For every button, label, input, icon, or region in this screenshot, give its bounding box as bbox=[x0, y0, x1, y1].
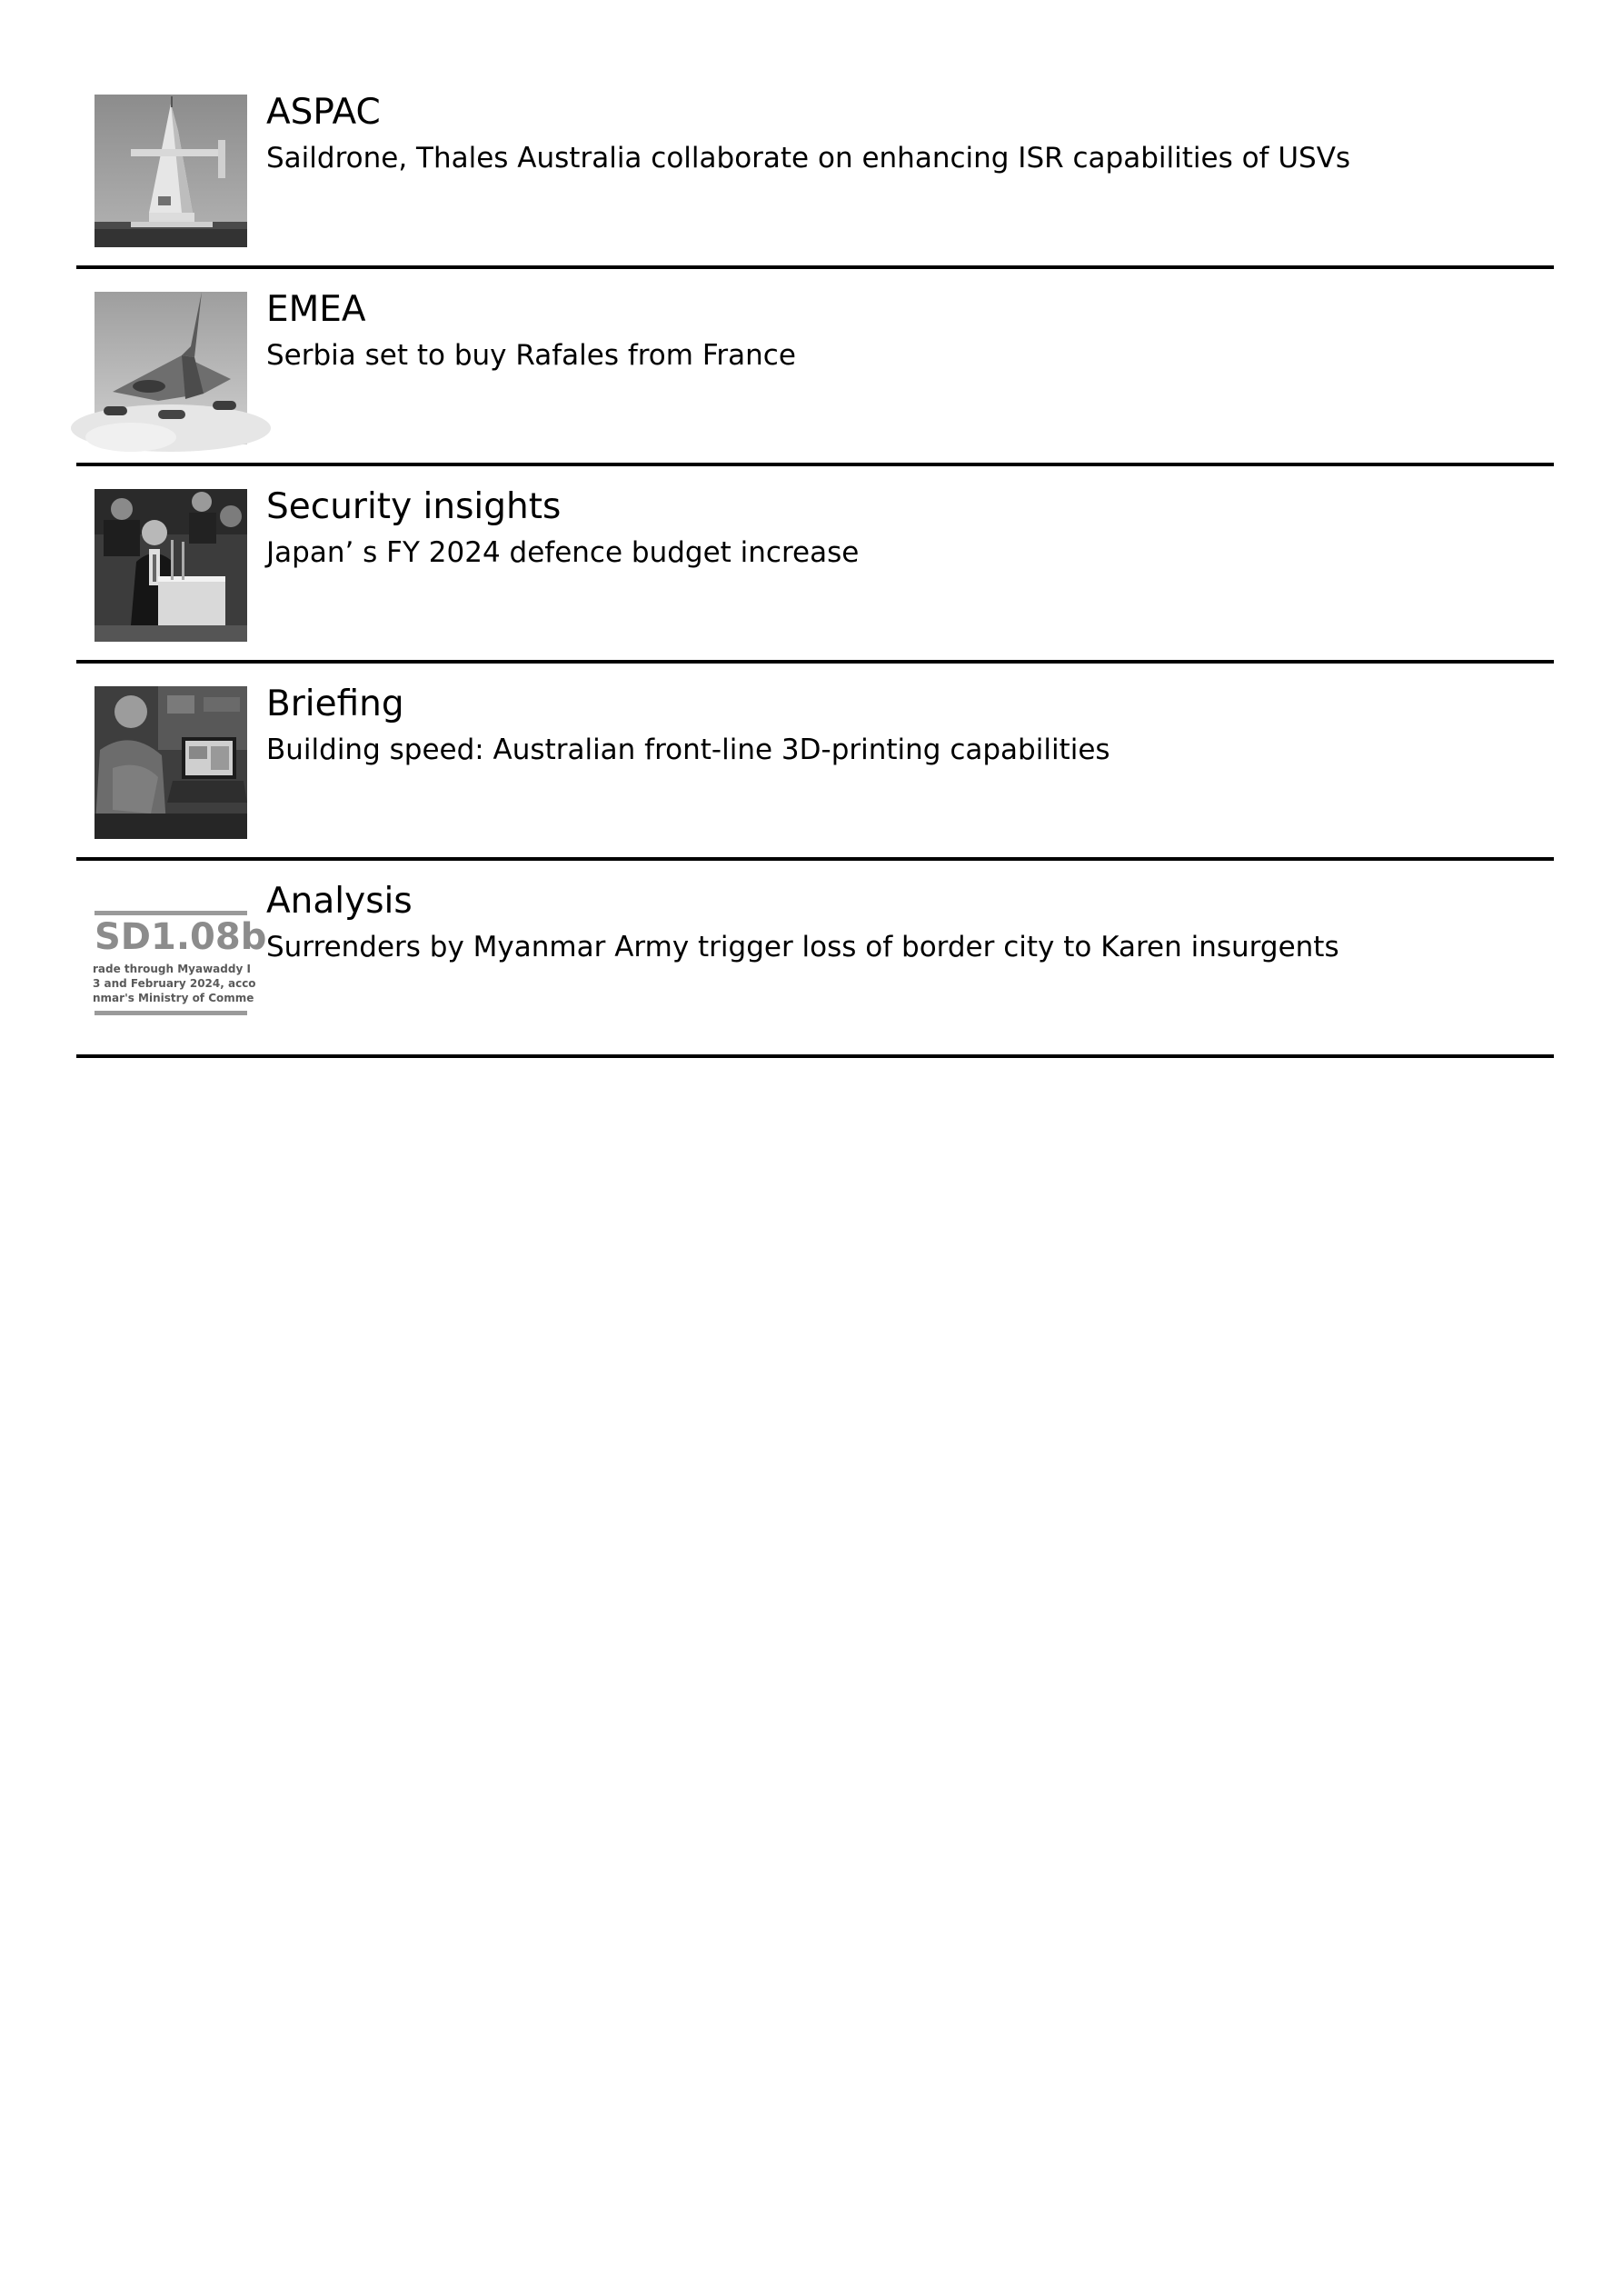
article-list bbox=[76, 75, 1554, 1061]
item-category[interactable]: Analysis bbox=[266, 881, 413, 922]
item-headline[interactable]: Building speed: Australian front-line 3D-printing capabilities bbox=[266, 734, 1110, 766]
parliament-speaker-photo[interactable] bbox=[95, 489, 247, 642]
graphic-caption-line: nmar's Ministry of Comme bbox=[93, 992, 254, 1004]
saildrone-photo[interactable] bbox=[95, 95, 247, 247]
item-category[interactable]: EMEA bbox=[266, 289, 366, 330]
item-headline[interactable]: Serbia set to buy Rafales from France bbox=[266, 339, 796, 372]
rafale-jet-photo[interactable] bbox=[95, 292, 247, 444]
graphic-caption-line: rade through Myawaddy I bbox=[93, 963, 251, 975]
list-item[interactable] bbox=[76, 469, 1554, 664]
item-text bbox=[266, 485, 1554, 571]
list-item[interactable] bbox=[76, 272, 1554, 466]
item-headline[interactable]: Saildrone, Thales Australia collaborate on enhancing ISR capabilities of USVs bbox=[266, 142, 1351, 175]
trade-statistic-graphic[interactable] bbox=[93, 883, 267, 1036]
item-headline[interactable]: Japan’ s FY 2024 defence budget increase bbox=[266, 536, 860, 569]
item-text bbox=[266, 288, 1554, 374]
operator-at-laptop-photo[interactable] bbox=[95, 686, 247, 839]
graphic-figure: SD1.08b bbox=[95, 916, 267, 958]
item-text bbox=[266, 91, 1554, 176]
list-item[interactable] bbox=[76, 75, 1554, 269]
item-category[interactable]: Security insights bbox=[266, 486, 562, 527]
graphic-caption-line: 3 and February 2024, acco bbox=[93, 977, 256, 990]
item-category[interactable]: Briefing bbox=[266, 684, 404, 724]
list-item[interactable] bbox=[76, 863, 1554, 1058]
item-text bbox=[266, 880, 1554, 965]
item-category[interactable]: ASPAC bbox=[266, 92, 381, 133]
list-item[interactable] bbox=[76, 666, 1554, 861]
item-text bbox=[266, 683, 1554, 768]
item-headline[interactable]: Surrenders by Myanmar Army trigger loss of border city to Karen insurgents bbox=[266, 931, 1339, 963]
